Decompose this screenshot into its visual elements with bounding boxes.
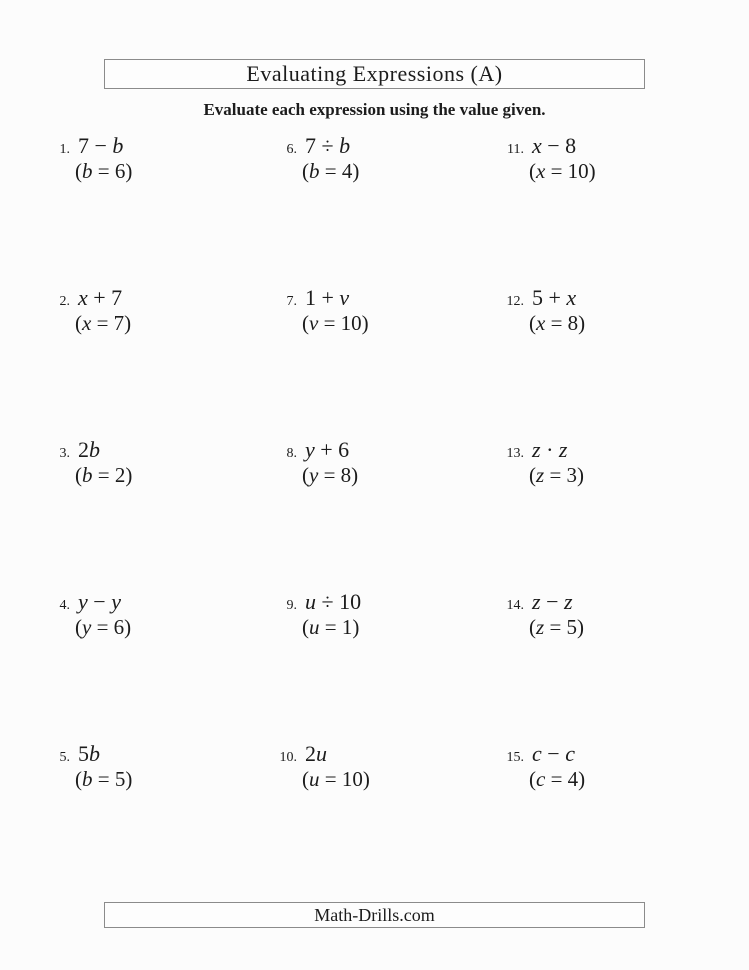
math-text: ( bbox=[302, 767, 309, 792]
math-variable: u bbox=[316, 741, 327, 766]
problem-number: 12. bbox=[506, 294, 524, 309]
math-text: ( bbox=[529, 463, 536, 488]
math-text: ( bbox=[302, 463, 309, 488]
math-variable: b bbox=[309, 159, 320, 184]
problem-1 bbox=[42, 133, 269, 285]
math-variable: b bbox=[89, 437, 100, 462]
math-text: = 1) bbox=[319, 615, 360, 640]
expression bbox=[532, 437, 567, 463]
expression bbox=[78, 285, 122, 311]
math-text: ( bbox=[529, 615, 536, 640]
math-text: = 3) bbox=[544, 463, 585, 488]
math-variable: x bbox=[536, 159, 546, 184]
math-variable: v bbox=[309, 311, 319, 336]
math-text: − bbox=[87, 589, 112, 614]
expression-line bbox=[496, 437, 723, 463]
math-text: = 8) bbox=[318, 463, 359, 488]
expression bbox=[78, 133, 123, 159]
given-value bbox=[302, 615, 496, 640]
problem-5 bbox=[42, 741, 269, 893]
math-text: = 6) bbox=[91, 615, 132, 640]
math-variable: c bbox=[565, 741, 575, 766]
problem-number: 3. bbox=[59, 446, 70, 461]
problem-number: 2. bbox=[59, 294, 70, 309]
problem-number: 14. bbox=[506, 598, 524, 613]
math-text: = 5) bbox=[544, 615, 585, 640]
math-variable: b bbox=[89, 741, 100, 766]
math-variable: b bbox=[112, 133, 124, 158]
math-variable: z bbox=[558, 437, 568, 462]
math-variable: b bbox=[82, 463, 93, 488]
problem-number: 13. bbox=[506, 446, 524, 461]
math-variable: y bbox=[309, 463, 319, 488]
math-text: 7 − bbox=[78, 133, 113, 158]
math-text: ( bbox=[302, 311, 309, 336]
expression-line bbox=[42, 437, 269, 463]
given-value bbox=[75, 615, 269, 640]
problem-2 bbox=[42, 285, 269, 437]
problem-4 bbox=[42, 589, 269, 741]
math-variable: x bbox=[78, 285, 88, 310]
math-variable: b bbox=[82, 159, 93, 184]
problem-3 bbox=[42, 437, 269, 589]
problem-6 bbox=[269, 133, 496, 285]
given-value bbox=[75, 463, 269, 488]
footer-box bbox=[104, 902, 645, 928]
math-variable: y bbox=[78, 589, 88, 614]
expression bbox=[305, 437, 349, 463]
math-text: + 7 bbox=[87, 285, 123, 310]
math-text: ( bbox=[302, 615, 309, 640]
problem-number: 9. bbox=[286, 598, 297, 613]
problem-12 bbox=[496, 285, 723, 437]
math-variable: v bbox=[339, 285, 350, 310]
math-text: ÷ 10 bbox=[316, 589, 362, 614]
math-text: ( bbox=[75, 463, 82, 488]
math-text: ( bbox=[529, 159, 536, 184]
math-variable: z bbox=[536, 615, 545, 640]
expression bbox=[305, 133, 350, 159]
expression-line bbox=[496, 133, 723, 159]
math-text: = 10) bbox=[545, 159, 596, 184]
given-value bbox=[529, 615, 723, 640]
math-text: = 8) bbox=[545, 311, 586, 336]
problem-8 bbox=[269, 437, 496, 589]
math-variable: c bbox=[532, 741, 542, 766]
given-value bbox=[529, 311, 723, 336]
math-text: 7 ÷ bbox=[305, 133, 340, 158]
math-text: = 4) bbox=[545, 767, 586, 792]
math-variable: y bbox=[82, 615, 92, 640]
math-variable: b bbox=[82, 767, 93, 792]
title-box bbox=[104, 59, 645, 89]
expression-line bbox=[496, 589, 723, 615]
math-text: 2 bbox=[78, 437, 89, 462]
math-variable: x bbox=[82, 311, 92, 336]
math-variable: y bbox=[305, 437, 315, 462]
problem-number: 7. bbox=[286, 294, 297, 309]
math-variable: x bbox=[536, 311, 546, 336]
given-value bbox=[302, 311, 496, 336]
instructions-text: Evaluate each expression using the value given. bbox=[203, 100, 546, 119]
given-value bbox=[529, 159, 723, 184]
math-text: − bbox=[540, 589, 564, 614]
given-value bbox=[529, 463, 723, 488]
given-value bbox=[75, 311, 269, 336]
given-value bbox=[302, 159, 496, 184]
math-text: ( bbox=[529, 311, 536, 336]
page-title: Evaluating Expressions (A) bbox=[246, 61, 503, 86]
math-variable: z bbox=[536, 463, 545, 488]
math-text: = 5) bbox=[92, 767, 133, 792]
math-text: ( bbox=[75, 767, 82, 792]
math-text: = 7) bbox=[91, 311, 132, 336]
math-text: = 10) bbox=[318, 311, 369, 336]
math-variable: z bbox=[563, 589, 573, 614]
problem-number: 10. bbox=[279, 750, 297, 765]
given-value bbox=[529, 767, 723, 792]
expression-line bbox=[269, 285, 496, 311]
problem-number: 6. bbox=[286, 142, 297, 157]
math-variable: u bbox=[305, 589, 316, 614]
expression bbox=[305, 285, 349, 311]
math-variable: z bbox=[532, 437, 541, 462]
expression-line bbox=[42, 741, 269, 767]
math-variable: z bbox=[532, 589, 541, 614]
problem-10 bbox=[269, 741, 496, 893]
problem-15 bbox=[496, 741, 723, 893]
math-variable: c bbox=[536, 767, 546, 792]
math-text: ( bbox=[75, 159, 82, 184]
problem-number: 4. bbox=[59, 598, 70, 613]
expression-line bbox=[269, 741, 496, 767]
expression bbox=[78, 437, 100, 463]
given-value bbox=[75, 159, 269, 184]
math-text: 5 + bbox=[532, 285, 567, 310]
math-text: ( bbox=[75, 615, 82, 640]
problem-number: 5. bbox=[59, 750, 70, 765]
expression bbox=[532, 589, 573, 615]
expression-line bbox=[269, 133, 496, 159]
expression bbox=[532, 133, 576, 159]
math-text: ( bbox=[302, 159, 309, 184]
problem-11 bbox=[496, 133, 723, 285]
expression bbox=[78, 589, 121, 615]
problem-13 bbox=[496, 437, 723, 589]
expression-line bbox=[269, 437, 496, 463]
math-text: ( bbox=[529, 767, 536, 792]
expression-line bbox=[42, 133, 269, 159]
math-variable: u bbox=[309, 615, 320, 640]
problem-7 bbox=[269, 285, 496, 437]
math-text: = 10) bbox=[319, 767, 370, 792]
math-text: 2 bbox=[305, 741, 316, 766]
problem-14 bbox=[496, 589, 723, 741]
given-value bbox=[302, 767, 496, 792]
problems-grid bbox=[42, 133, 723, 893]
expression-line bbox=[42, 589, 269, 615]
math-text: = 2) bbox=[92, 463, 133, 488]
problem-number: 11. bbox=[507, 142, 524, 157]
math-variable: u bbox=[309, 767, 320, 792]
problem-number: 1. bbox=[59, 142, 70, 157]
math-variable: b bbox=[339, 133, 351, 158]
expression-line bbox=[269, 589, 496, 615]
problem-9 bbox=[269, 589, 496, 741]
math-text: · bbox=[540, 437, 559, 462]
expression bbox=[78, 741, 100, 767]
expression bbox=[305, 589, 361, 615]
footer-text: Math-Drills.com bbox=[314, 904, 435, 925]
expression bbox=[532, 741, 575, 767]
expression bbox=[532, 285, 576, 311]
math-variable: x bbox=[566, 285, 577, 310]
math-text: − 8 bbox=[541, 133, 577, 158]
expression-line bbox=[42, 285, 269, 311]
math-text: − bbox=[541, 741, 566, 766]
expression bbox=[305, 741, 327, 767]
given-value bbox=[75, 767, 269, 792]
math-text: 5 bbox=[78, 741, 89, 766]
math-text: = 6) bbox=[92, 159, 133, 184]
math-variable: x bbox=[532, 133, 542, 158]
expression-line bbox=[496, 285, 723, 311]
math-text: + 6 bbox=[314, 437, 350, 462]
math-text: = 4) bbox=[319, 159, 360, 184]
math-variable: y bbox=[111, 589, 121, 614]
given-value bbox=[302, 463, 496, 488]
math-text: 1 + bbox=[305, 285, 340, 310]
math-text: ( bbox=[75, 311, 82, 336]
expression-line bbox=[496, 741, 723, 767]
problem-number: 15. bbox=[506, 750, 524, 765]
problem-number: 8. bbox=[286, 446, 297, 461]
